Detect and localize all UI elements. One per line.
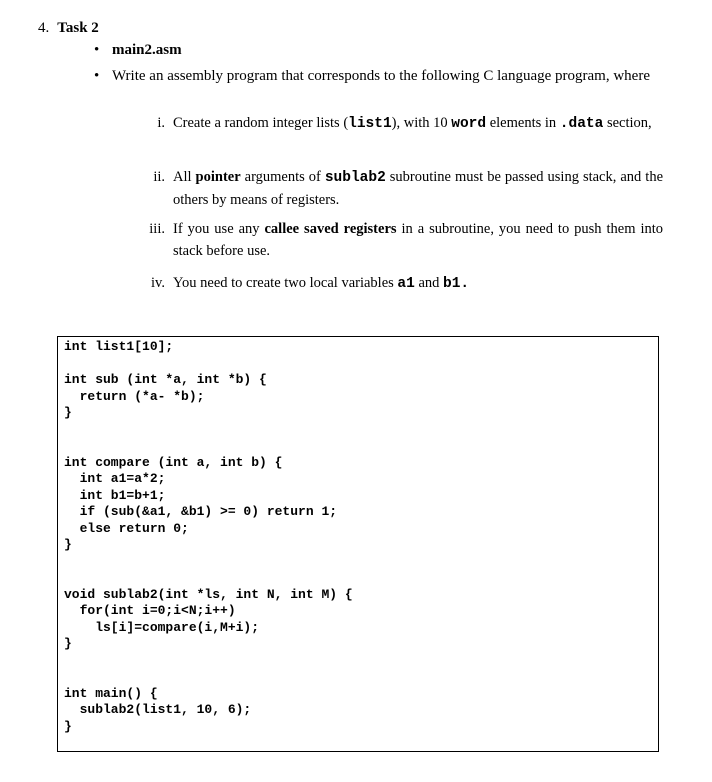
- requirement-numeral: iv.: [151, 275, 165, 291]
- text-segment: ), with 10: [391, 115, 452, 131]
- requirement-text: [173, 218, 663, 262]
- requirement-text: [173, 272, 663, 295]
- code-inline: .data: [559, 116, 604, 132]
- task-heading: [38, 18, 99, 38]
- text-segment: Create a random integer lists (: [173, 115, 349, 131]
- code-line: for(int i=0;i<N;i++): [64, 603, 236, 618]
- code-line: [64, 554, 353, 571]
- code-line: int main() {: [64, 685, 158, 701]
- requirement-text: [173, 166, 663, 211]
- code-line: [64, 570, 353, 587]
- text-segment: .: [460, 276, 470, 292]
- code-line: int sub (int *a, int *b) {: [64, 372, 267, 387]
- code-line: }: [64, 405, 72, 420]
- text-segment: and: [414, 275, 444, 291]
- requirement-numeral: ii.: [153, 169, 165, 185]
- code-line: int list1[10];: [64, 339, 174, 354]
- requirement-numeral: i.: [157, 115, 165, 131]
- code-line: }: [64, 537, 72, 552]
- intro-text: Write an assembly program that corresponds to the following C language program, where: [112, 68, 650, 84]
- text-segment: elements in: [486, 115, 560, 131]
- code-line: [64, 438, 353, 455]
- text-segment: subroutine must be passed using stack, and the others by means of registers.: [173, 169, 664, 208]
- code-line: [64, 669, 353, 686]
- requirement-numeral: iii.: [149, 221, 165, 237]
- code-line: int compare (int a, int b) {: [64, 454, 283, 470]
- code-line: int b1=b+1;: [64, 487, 166, 503]
- task-title: Task 2: [57, 20, 99, 36]
- requirement-text: [173, 112, 663, 135]
- text-segment: section,: [603, 115, 652, 131]
- code-line: [64, 356, 353, 373]
- code-inline: b1: [443, 276, 461, 292]
- code-line: return (*a- *b);: [64, 388, 205, 404]
- code-line: }: [64, 636, 72, 651]
- text-segment: in a subroutine, you need to push them into stack before use.: [173, 221, 663, 259]
- code-line: ls[i]=compare(i,M+i);: [64, 619, 260, 635]
- text-segment: If you use any: [173, 221, 265, 237]
- bullet-dot: •: [94, 68, 100, 84]
- code-line: void sublab2(int *ls, int N, int M) {: [64, 586, 353, 602]
- code-inline: list1: [348, 116, 392, 132]
- code-line: int a1=a*2;: [64, 471, 166, 486]
- bold-segment: pointer: [195, 169, 241, 185]
- code-line: if (sub(&a1, &b1) >= 0) return 1;: [64, 504, 338, 519]
- text-segment: arguments of: [240, 169, 325, 185]
- text-segment: You need to create two local variables: [173, 275, 398, 291]
- code-line: sublab2(list1, 10, 6);: [64, 702, 252, 717]
- code-listing: [64, 339, 353, 735]
- task-number: 4.: [38, 20, 50, 36]
- filename-text: main2.asm: [112, 42, 182, 58]
- code-inline: a1: [397, 276, 415, 292]
- code-inline: word: [451, 116, 487, 132]
- code-listing-box: [57, 336, 659, 752]
- code-line: [64, 422, 353, 439]
- code-line: [64, 653, 353, 670]
- code-line: else return 0;: [64, 520, 189, 536]
- code-line: }: [64, 718, 72, 734]
- code-inline: sublab2: [324, 170, 386, 186]
- bold-segment: callee saved registers: [264, 221, 397, 237]
- text-segment: All: [173, 169, 196, 185]
- bullet-dot: •: [94, 42, 100, 58]
